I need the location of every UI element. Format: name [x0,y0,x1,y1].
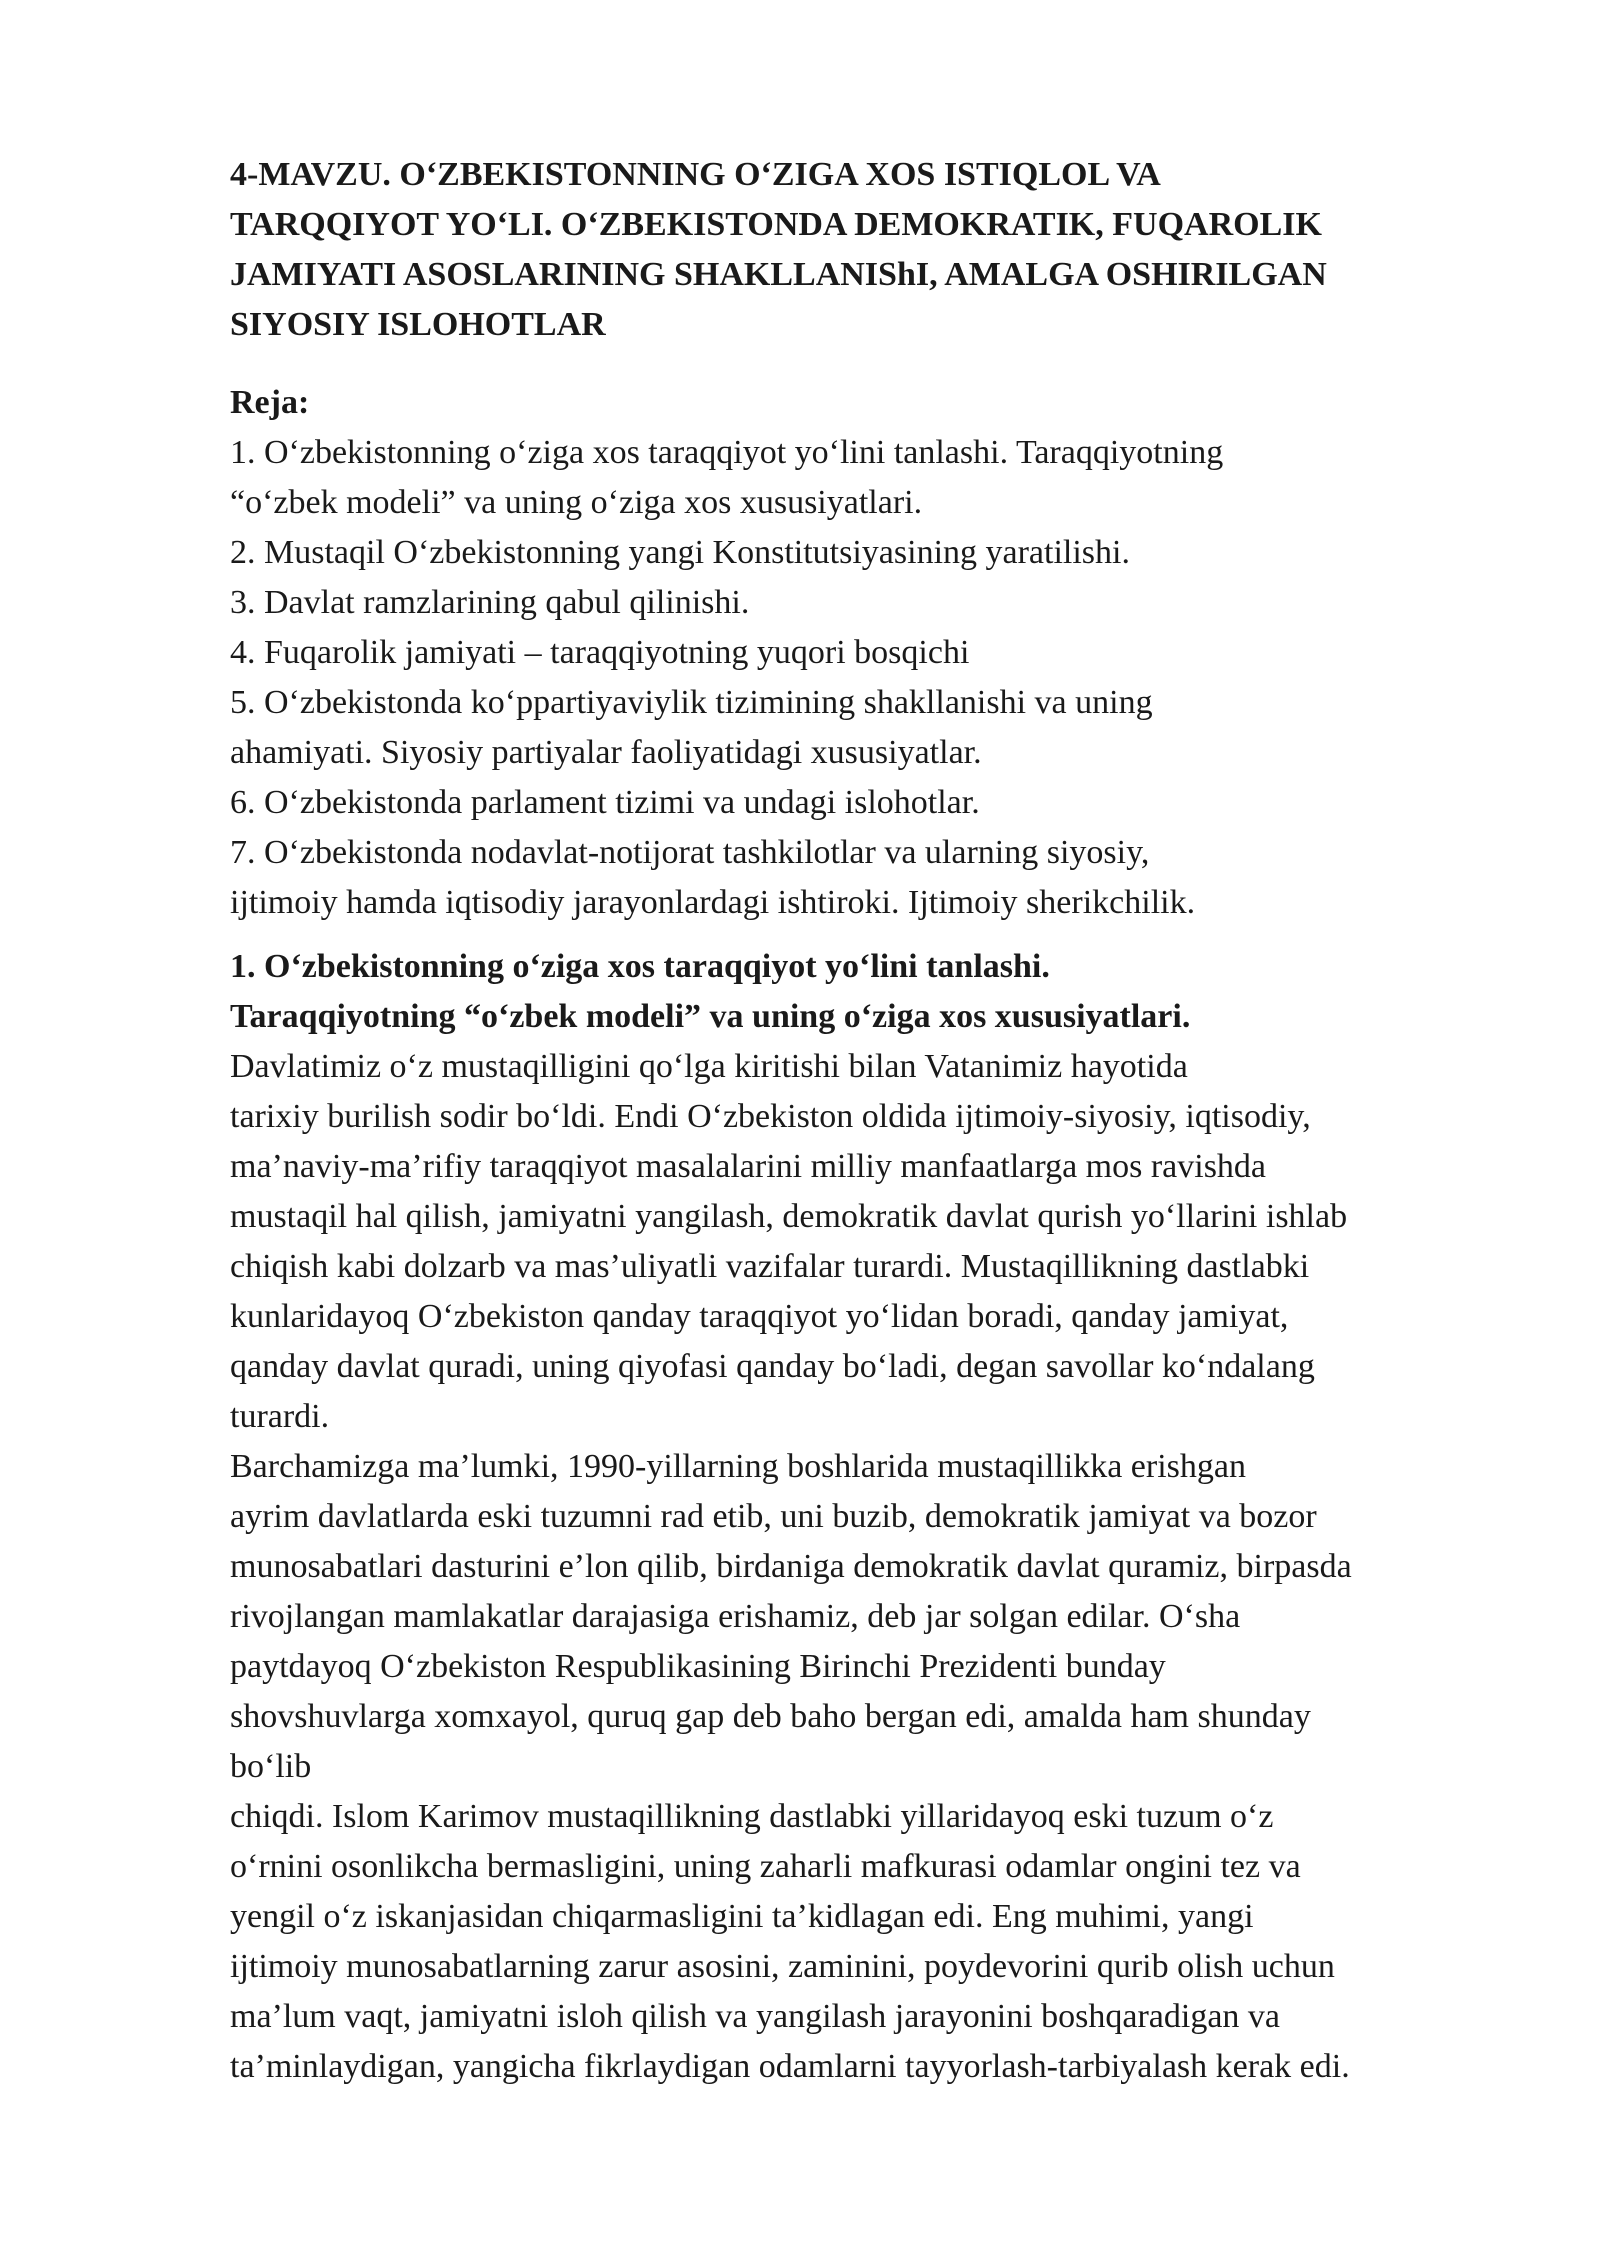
paragraph-line: qanday davlat quradi, uning qiyofasi qanday bo‘ladi, degan savollar ko‘ndalang [230,1348,1315,1385]
document-title [230,150,1530,350]
plan-line: 1. O‘zbekistonning o‘ziga xos taraqqiyot yo‘lini tanlashi. Taraqqiyotning [230,434,1224,471]
section-heading-line: 1. O‘zbekistonning o‘ziga xos taraqqiyot yo‘lini tanlashi. [230,948,1050,985]
plan-line: 2. Mustaqil O‘zbekistonning yangi Konstitutsiyasining yaratilishi. [230,534,1130,571]
paragraph-line: mustaqil hal qilish, jamiyatni yangilash, demokratik davlat qurish yo‘llarini ishlab [230,1198,1348,1235]
plan-line: “o‘zbek modeli” va uning o‘ziga xos xususiyatlari. [230,484,923,521]
plan-line: 3. Davlat ramzlarining qabul qilinishi. [230,584,750,621]
title-line: SIYOSIY ISLOHOTLAR [230,306,606,343]
plan-line: ahamiyati. Siyosiy partiyalar faoliyatidagi xususiyatlar. [230,734,982,771]
document-page [230,150,1530,2092]
title-line: 4-MAVZU. O‘ZBEKISTONNING O‘ZIGA XOS ISTIQLOL VA [230,156,1161,193]
paragraph-line: o‘rnini osonlikcha bermasligini, uning zaharli mafkurasi odamlar ongini tez va [230,1848,1301,1885]
plan-line: 4. Fuqarolik jamiyati – taraqqiyotning yuqori bosqichi [230,634,970,671]
plan-section [230,378,1530,928]
paragraph-line: yengil o‘z iskanjasidan chiqarmasligini ta’kidlagan edi. Eng muhimi, yangi [230,1898,1254,1935]
paragraph-line: ma’naviy-ma’rifiy taraqqiyot masalalarini milliy manfaatlarga mos ravishda [230,1148,1267,1185]
section-heading-line: Taraqqiyotning “o‘zbek modeli” va uning o‘ziga xos xususiyatlari. [230,998,1191,1035]
plan-line: 6. O‘zbekistonda parlament tizimi va undagi islohotlar. [230,784,980,821]
plan-line: ijtimoiy hamda iqtisodiy jarayonlardagi ishtiroki. Ijtimoiy sherikchilik. [230,884,1196,921]
paragraph-line: chiqdi. Islom Karimov mustaqillikning dastlabki yillaridayoq eski tuzum o‘z [230,1798,1274,1835]
paragraph-line: tarixiy burilish sodir bo‘ldi. Endi O‘zbekiston oldida ijtimoiy-siyosiy, iqtisodiy, [230,1098,1311,1135]
paragraph-line: paytdayoq O‘zbekiston Respublikasining Birinchi Prezidenti bunday [230,1648,1166,1685]
paragraph-line: bo‘lib [230,1748,312,1785]
title-line: TARQQIYOT YO‘LI. O‘ZBEKISTONDA DEMOKRATIK, FUQAROLIK [230,206,1322,243]
section-1 [230,942,1530,2092]
paragraph-line: ijtimoiy munosabatlarning zarur asosini, zaminini, poydevorini qurib olish uchun [230,1948,1335,1985]
title-line: JAMIYATI ASOSLARINING SHAKLLANIShI, AMALGA OSHIRILGAN [230,256,1327,293]
paragraph-line: ta’minlaydigan, yangicha fikrlaydigan odamlarni tayyorlash-tarbiyalash kerak edi. [230,2048,1350,2085]
paragraph-line: chiqish kabi dolzarb va mas’uliyatli vazifalar turardi. Mustaqillikning dastlabki [230,1248,1310,1285]
paragraph-line: Barchamizga ma’lumki, 1990-yillarning boshlarida mustaqillikka erishgan [230,1448,1246,1485]
plan-line: 5. O‘zbekistonda ko‘ppartiyaviylik tizimining shakllanishi va uning [230,684,1153,721]
paragraph-line: Davlatimiz o‘z mustaqilligini qo‘lga kiritishi bilan Vatanimiz hayotida [230,1048,1188,1085]
paragraph-line: turardi. [230,1398,330,1435]
paragraph-line: ma’lum vaqt, jamiyatni isloh qilish va yangilash jarayonini boshqaradigan va [230,1998,1280,2035]
paragraph-2 [230,1442,1530,2092]
paragraph-1 [230,1042,1530,1442]
plan-heading: Reja: [230,384,310,421]
paragraph-line: munosabatlari dasturini e’lon qilib, birdaniga demokratik davlat quramiz, birpasda [230,1548,1352,1585]
paragraph-line: rivojlangan mamlakatlar darajasiga erishamiz, deb jar solgan edilar. O‘sha [230,1598,1241,1635]
paragraph-line: ayrim davlatlarda eski tuzumni rad etib, uni buzib, demokratik jamiyat va bozor [230,1498,1317,1535]
plan-line: 7. O‘zbekistonda nodavlat-notijorat tashkilotlar va ularning siyosiy, [230,834,1150,871]
paragraph-line: kunlaridayoq O‘zbekiston qanday taraqqiyot yo‘lidan boradi, qanday jamiyat, [230,1298,1289,1335]
paragraph-line: shovshuvlarga xomxayol, quruq gap deb baho bergan edi, amalda ham shunday [230,1698,1311,1735]
